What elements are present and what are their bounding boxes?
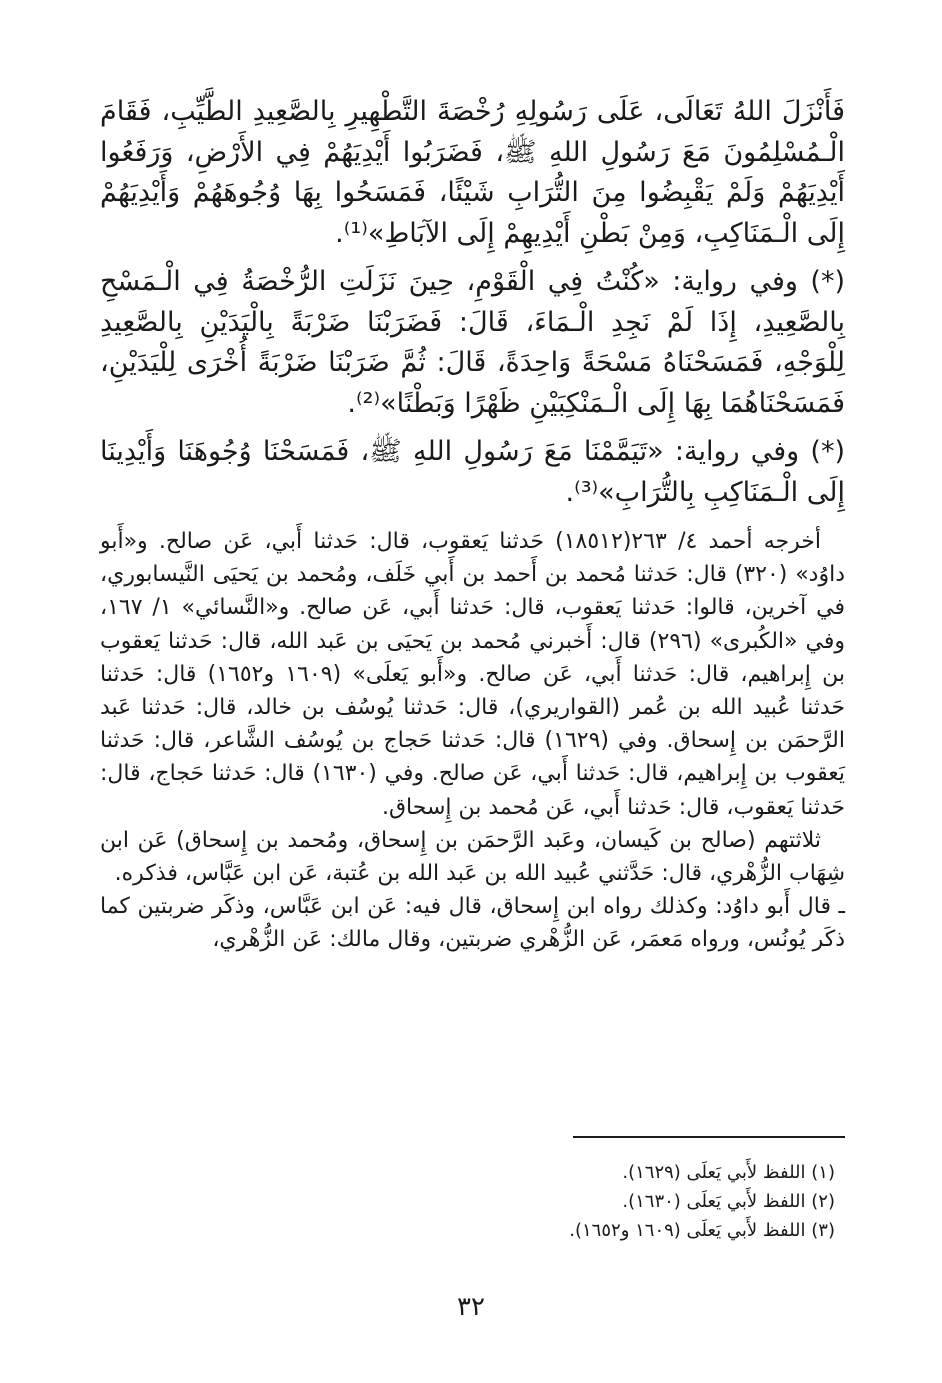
isnad-paragraph: ثلاثتهم (صالح بن كَيسان، وعَبد الرَّحمَن بن إِسحاق، ومُحمد بن إِسحاق) عَن ابن شِهَاب الزُّهْري، قال: حَدَّثني عُبيد الله بن عَبد الله بن عُتبة، عَن ابن عَبَّاس، فذكره.	[100, 827, 845, 887]
footnote-2: (٢) اللفظ لأَبي يَعلَى (١٦٣٠).	[622, 1191, 835, 1212]
footnote-divider	[573, 1136, 845, 1138]
takhrij-paragraph: أخرجه أحمد ٤/ ٢٦٣(١٨٥١٢) حَدثنا يَعقوب، قال: حَدثنا أَبي، عَن صالح. و«أَبو داوُد» (٣٢٠) قال: حَدثنا مُحمد بن أَحمد بن أَبي خَلَف، ومُحمد بن يَحيَى النَّيسابوري، في آخرين، قالوا: حَدثنا يَعقوب، قال: حَدثنا أَبي، عَن صالح. و«النَّسائي» ١/ ١٦٧، وفي «الكُبرى» (٢٩٦) قال: أَخبرني مُحمد بن يَحيَى بن عَبد الله، قال: حَدثنا يَعقوب بن إِبراهيم، قال: حَدثنا أَبي، عَن صالح. و«أَبو يَعلَى» (١٦٠٩ و١٦٥٢) قال: حَدثنا حَدثنا عُبيد الله بن عُمر (القواريري)، قال: حَدثنا يُوسُف بن خالد، قال: حَدثنا عَبد الرَّحمَن بن إِسحاق. وفي (١٦٢٩) قال: حَدثنا حَجاج بن يُوسُف الشَّاعر، قال: حَدثنا يَعقوب بن إِبراهيم، قال: حَدثنا أَبي، عَن صالح. وفي (١٦٣٠) قال: حَدثنا حَجاج، قال: حَدثنا يَعقوب، قال: حَدثنا أَبي، عَن مُحمد بن إِسحاق.	[100, 529, 845, 820]
commentary-paragraph: ـ قال أَبو داوُد: وكذلك رواه ابن إِسحاق، قال فيه: عَن ابن عَبَّاس، وذكَر ضربتين كما ذكَر يُونُس، ورواه مَعمَر، عَن الزُّهْري ضربتين، وقال مالك: عَن الزُّهْري،	[100, 894, 845, 953]
takhrij-section	[100, 525, 845, 957]
footnote-3: (٣) اللفظ لأَبي يَعلَى (١٦٠٩ و١٦٥٢).	[569, 1220, 835, 1241]
hadith-variant-3: (*) وفي رواية: «تَيَمَّمْنَا مَعَ رَسُولِ اللهِ ﷺ، فَمَسَحْنَا وُجُوهَنَا وَأَيْدِينَا إِلَى الْـمَنَاكِبِ بِالتُّرَابِ»⁽³⁾.	[100, 436, 845, 508]
hadith-text-1: فَأَنْزَلَ اللهُ تَعَالَى، عَلَى رَسُولِهِ رُخْصَةَ التَّطْهِيرِ بِالصَّعِيدِ الطَّيِّبِ، فَقَامَ الْـمُسْلِمُونَ مَعَ رَسُولِ اللهِ ﷺ، فَضَرَبُوا أَيْدِيَهُمْ فِي الأَرْضِ، وَرَفَعُوا أَيْدِيَهُمْ وَلَمْ يَقْبِضُوا مِنَ التُّرَابِ شَيْئًا، فَمَسَحُوا بِهَا وُجُوهَهُمْ وَأَيْدِيَهُمْ إِلَى الْـمَنَاكِبِ، وَمِنْ بَطْنِ أَيْدِيهِمْ إِلَى الآبَاطِ»⁽¹⁾.	[100, 96, 845, 249]
footnote-1: (١) اللفظ لأَبي يَعلَى (١٦٢٩).	[622, 1162, 835, 1183]
page-number: ٣٢	[457, 1292, 485, 1322]
footnotes	[100, 1158, 835, 1245]
page-body	[100, 92, 845, 957]
hadith-variant-2: (*) وفي رواية: «كُنْتُ فِي الْقَوْمِ، حِينَ نَزَلَتِ الرُّخْصَةُ فِي الْـمَسْحِ بِالصَّعِيدِ، إِذَا لَمْ نَجِدِ الْـمَاءَ، قَالَ: فَضَرَبْنَا ضَرْبَةً بِالْيَدَيْنِ بِالصَّعِيدِ لِلْوَجْهِ، فَمَسَحْنَاهُ مَسْحَةً وَاحِدَةً، قَالَ: ثُمَّ ضَرَبْنَا ضَرْبَةً أُخْرَى لِلْيَدَيْنِ، فَمَسَحْنَاهُمَا بِهَا إِلَى الْـمَنْكِبَيْنِ ظَهْرًا وَبَطْنًا»⁽²⁾.	[100, 266, 845, 419]
